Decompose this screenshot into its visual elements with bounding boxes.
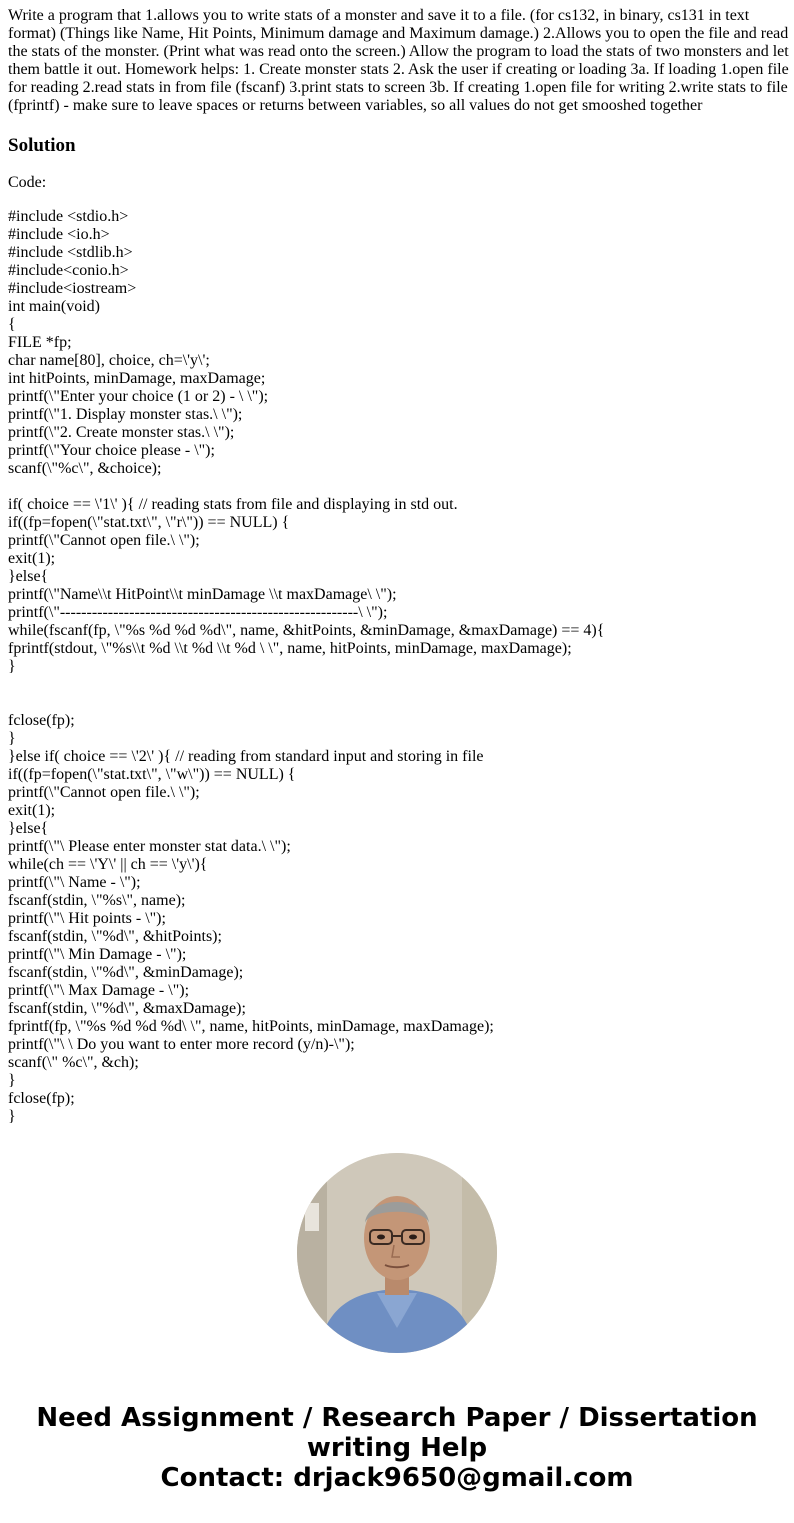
code-line: [8, 676, 790, 694]
code-line: printf(\"Enter your choice (1 or 2) - \ \");: [8, 388, 269, 405]
code-line: printf(\"\ Max Damage - \");: [8, 982, 190, 999]
code-line: if((fp=fopen(\"stat.txt\", \"r\")) == NULL) {: [8, 514, 290, 531]
code-block: [8, 208, 790, 1126]
author-photo: [297, 1153, 497, 1353]
code-line: {: [8, 316, 16, 333]
code-line: if( choice == \'1\' ){ // reading stats from file and displaying in std out.: [8, 496, 458, 513]
code-line: }else if( choice == \'2\' ){ // reading from standard input and storing in file: [8, 748, 484, 765]
promo-line-1: Need Assignment / Research Paper / Dissertation: [36, 1403, 758, 1433]
code-label: Code:: [8, 174, 47, 191]
code-line: printf(\"\ \ Do you want to enter more record (y/n)-\");: [8, 1036, 355, 1053]
code-line: printf(\"2. Create monster stas.\ \");: [8, 424, 235, 441]
code-line: printf(\"Your choice please - \");: [8, 442, 215, 459]
code-line: fscanf(stdin, \"%d\", &minDamage);: [8, 964, 244, 981]
code-line: printf(\"Cannot open file.\ \");: [8, 532, 200, 549]
code-line: }: [8, 658, 16, 675]
code-line: [8, 478, 790, 496]
code-line: }: [8, 1072, 16, 1089]
code-line: while(ch == \'Y\' || ch == \'y\'){: [8, 856, 208, 873]
code-line: fscanf(stdin, \"%s\", name);: [8, 892, 186, 909]
code-line: }: [8, 1108, 16, 1125]
code-line: printf(\"Cannot open file.\ \");: [8, 784, 200, 801]
code-line: fclose(fp);: [8, 1090, 75, 1107]
code-line: scanf(\"%c\", &choice);: [8, 460, 162, 477]
code-line: fprintf(fp, \"%s %d %d %d\ \", name, hitPoints, minDamage, maxDamage);: [8, 1018, 494, 1035]
code-line: exit(1);: [8, 550, 56, 567]
code-line: FILE *fp;: [8, 334, 72, 351]
code-line: while(fscanf(fp, \"%s %d %d %d\", name, &hitPoints, &minDamage, &maxDamage) == 4){: [8, 622, 605, 639]
code-line: [8, 694, 790, 712]
code-line: printf(\"--------------------------------------------------------\ \");: [8, 604, 388, 621]
code-line: printf(\"1. Display monster stas.\ \");: [8, 406, 243, 423]
code-line: if((fp=fopen(\"stat.txt\", \"w\")) == NULL) {: [8, 766, 296, 783]
code-line: exit(1);: [8, 802, 56, 819]
code-line: #include<iostream>: [8, 280, 137, 297]
question-text: Write a program that 1.allows you to write stats of a monster and save it to a file. (for cs132, in binary, cs131 in text format) (Things like Name, Hit Points, Minimum damage and Maximum damage.) 2.Allows you to open the file and read the stats of the monster. (Print what was read onto the screen.) Allow the program to load the stats of two monsters and let them battle it out. Homework helps: 1. Create monster stats 2. Ask the user if creating or loading 3a. If loading 1.open file for reading 2.read stats in from file (fscanf) 3.print stats to screen 3b. If creating 1.open file for writing 2.write stats to file (fprintf) - make sure to leave spaces or returns between variables, so all values do not get smooshed together: [8, 7, 789, 114]
code-line: }else{: [8, 568, 49, 585]
code-line: printf(\"Name\\t HitPoint\\t minDamage \\t maxDamage\ \");: [8, 586, 397, 603]
code-line: printf(\"\ Name - \");: [8, 874, 141, 891]
code-line: #include <stdlib.h>: [8, 244, 133, 261]
code-line: int hitPoints, minDamage, maxDamage;: [8, 370, 266, 387]
code-line: }else{: [8, 820, 49, 837]
code-line: fscanf(stdin, \"%d\", &maxDamage);: [8, 1000, 246, 1017]
code-line: fprintf(stdout, \"%s\\t %d \\t %d \\t %d \ \", name, hitPoints, minDamage, maxDamage);: [8, 640, 572, 657]
code-line: scanf(\" %c\", &ch);: [8, 1054, 139, 1071]
code-line: int main(void): [8, 298, 100, 315]
promo-line-2: writing Help: [306, 1433, 488, 1463]
promo-contact: Contact: drjack9650@gmail.com: [160, 1463, 634, 1493]
solution-heading: Solution: [8, 135, 76, 156]
code-line: printf(\"\ Hit points - \");: [8, 910, 166, 927]
code-line: char name[80], choice, ch=\'y\';: [8, 352, 210, 369]
code-line: #include <io.h>: [8, 226, 110, 243]
code-line: printf(\"\ Please enter monster stat data.\ \");: [8, 838, 291, 855]
code-line: #include <stdio.h>: [8, 208, 129, 225]
code-line: fclose(fp);: [8, 712, 75, 729]
code-line: }: [8, 730, 16, 747]
code-line: #include<conio.h>: [8, 262, 129, 279]
promo-banner: [0, 1403, 794, 1493]
code-line: fscanf(stdin, \"%d\", &hitPoints);: [8, 928, 222, 945]
code-line: printf(\"\ Min Damage - \");: [8, 946, 187, 963]
